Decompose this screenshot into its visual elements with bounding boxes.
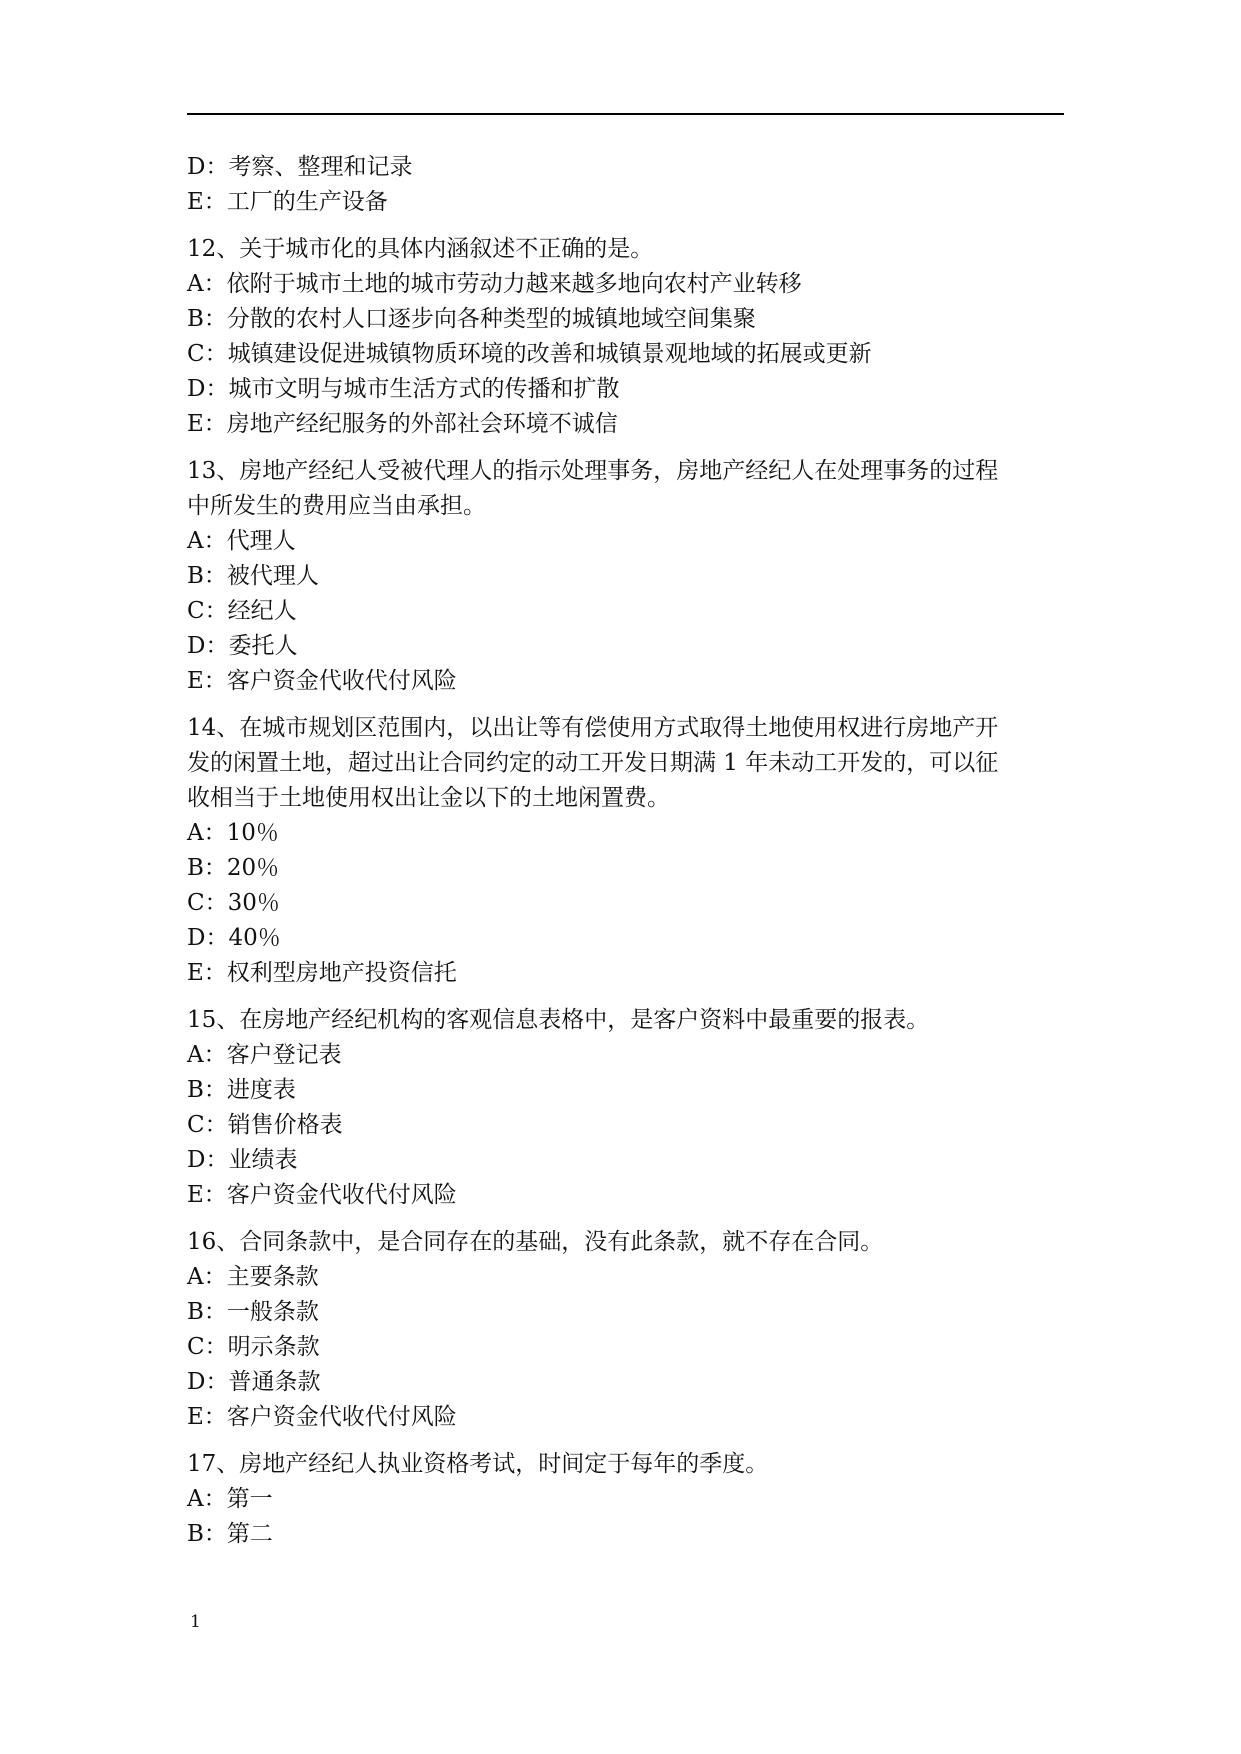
option-text: 代理人 bbox=[226, 528, 296, 554]
question-stem-line: 14、在城市规划区范围内，以出让等有偿使用方式取得土地使用权进行房地产开 bbox=[187, 715, 999, 741]
option-letter: A bbox=[187, 820, 204, 846]
option-letter: B bbox=[187, 306, 204, 332]
answer-option bbox=[187, 1260, 1064, 1295]
question-stem-line: 发的闲置土地，超过出让合同约定的动工开发日期满 1 年未动工开发的，可以征 bbox=[187, 750, 999, 776]
option-letter: B bbox=[187, 1299, 204, 1325]
option-separator: ： bbox=[203, 1182, 227, 1208]
answer-option bbox=[187, 1038, 1064, 1073]
answer-option bbox=[187, 150, 1064, 185]
answer-option bbox=[187, 1108, 1064, 1143]
option-text: 主要条款 bbox=[226, 1264, 319, 1290]
option-letter: D bbox=[187, 154, 206, 180]
option-text: 第二 bbox=[226, 1521, 273, 1547]
question-block bbox=[187, 1447, 1064, 1552]
answer-option bbox=[187, 664, 1064, 699]
answer-option bbox=[187, 629, 1064, 664]
question-stem-line: 17、房地产经纪人执业资格考试，时间定于每年的季度。 bbox=[187, 1451, 769, 1477]
option-block bbox=[187, 150, 1064, 220]
option-separator: ： bbox=[203, 411, 227, 437]
option-letter: D bbox=[187, 1369, 206, 1395]
option-letter: E bbox=[187, 1182, 204, 1208]
option-text: 20％ bbox=[226, 855, 280, 881]
question-stem-line: 15、在房地产经纪机构的客观信息表格中，是客户资料中最重要的报表。 bbox=[187, 1007, 930, 1033]
answer-option bbox=[187, 559, 1064, 594]
option-separator: ： bbox=[204, 890, 228, 916]
option-text: 城市文明与城市生活方式的传播和扩散 bbox=[228, 376, 620, 402]
option-separator: ： bbox=[205, 925, 229, 951]
answer-option bbox=[187, 1330, 1064, 1365]
option-text: 进度表 bbox=[226, 1077, 296, 1103]
option-separator: ： bbox=[203, 855, 227, 881]
option-letter: A bbox=[187, 1042, 204, 1068]
option-text: 10％ bbox=[226, 820, 279, 846]
answer-option bbox=[187, 851, 1064, 886]
option-separator: ： bbox=[203, 668, 227, 694]
option-text: 销售价格表 bbox=[227, 1112, 343, 1138]
option-separator: ： bbox=[203, 1077, 227, 1103]
option-letter: D bbox=[187, 633, 206, 659]
option-text: 工厂的生产设备 bbox=[226, 189, 388, 215]
answer-option bbox=[187, 956, 1064, 991]
answer-option bbox=[187, 524, 1064, 559]
page-number: 1 bbox=[190, 1612, 201, 1632]
answer-option bbox=[187, 1295, 1064, 1330]
question-block bbox=[187, 711, 1064, 991]
option-text: 依附于城市土地的城市劳动力越来越多地向农村产业转移 bbox=[226, 271, 802, 297]
option-text: 客户资金代收代付风险 bbox=[226, 1182, 457, 1208]
option-letter: D bbox=[187, 1147, 206, 1173]
option-letter: B bbox=[187, 1521, 204, 1547]
option-separator: ： bbox=[203, 189, 227, 215]
option-separator: ： bbox=[204, 341, 228, 367]
option-separator: ： bbox=[205, 1147, 229, 1173]
answer-option bbox=[187, 267, 1064, 302]
option-separator: ： bbox=[203, 1521, 227, 1547]
question-block bbox=[187, 1003, 1064, 1213]
option-text: 客户资金代收代付风险 bbox=[226, 1404, 457, 1430]
option-letter: E bbox=[187, 411, 204, 437]
option-text: 第一 bbox=[226, 1486, 273, 1512]
document-body bbox=[187, 150, 1064, 1552]
option-text: 权利型房地产投资信托 bbox=[226, 960, 457, 986]
answer-option bbox=[187, 1400, 1064, 1435]
question-block bbox=[187, 232, 1064, 442]
option-separator: ： bbox=[203, 960, 227, 986]
option-separator: ： bbox=[203, 1264, 227, 1290]
option-letter: C bbox=[187, 1334, 205, 1360]
option-text: 40％ bbox=[228, 925, 281, 951]
option-letter: E bbox=[187, 1404, 204, 1430]
option-letter: A bbox=[187, 271, 204, 297]
answer-option bbox=[187, 886, 1064, 921]
question-stem-line: 中所发生的费用应当由承担。 bbox=[187, 493, 486, 519]
option-letter: A bbox=[187, 1486, 204, 1512]
option-text: 业绩表 bbox=[228, 1147, 298, 1173]
option-letter: B bbox=[187, 563, 204, 589]
option-text: 普通条款 bbox=[228, 1369, 321, 1395]
option-text: 明示条款 bbox=[227, 1334, 320, 1360]
option-text: 房地产经纪服务的外部社会环境不诚信 bbox=[226, 411, 618, 437]
answer-option bbox=[187, 594, 1064, 629]
option-separator: ： bbox=[205, 376, 229, 402]
option-letter: C bbox=[187, 1112, 205, 1138]
question-stem-line: 收相当于土地使用权出让金以下的土地闲置费。 bbox=[187, 785, 670, 811]
answer-option bbox=[187, 921, 1064, 956]
option-separator: ： bbox=[203, 1299, 227, 1325]
header-rule bbox=[187, 113, 1064, 115]
option-letter: B bbox=[187, 1077, 204, 1103]
option-letter: D bbox=[187, 925, 206, 951]
option-text: 考察、整理和记录 bbox=[228, 154, 413, 180]
option-separator: ： bbox=[203, 271, 227, 297]
answer-option bbox=[187, 1482, 1064, 1517]
option-text: 一般条款 bbox=[226, 1299, 319, 1325]
option-text: 30％ bbox=[227, 890, 280, 916]
option-text: 城镇建设促进城镇物质环境的改善和城镇景观地域的拓展或更新 bbox=[227, 341, 872, 367]
question-block bbox=[187, 454, 1064, 699]
option-letter: E bbox=[187, 668, 204, 694]
option-separator: ： bbox=[203, 820, 227, 846]
option-separator: ： bbox=[203, 1486, 227, 1512]
option-separator: ： bbox=[204, 1334, 228, 1360]
question-block bbox=[187, 1225, 1064, 1435]
answer-option bbox=[187, 1178, 1064, 1213]
option-letter: B bbox=[187, 855, 204, 881]
answer-option bbox=[187, 302, 1064, 337]
answer-option bbox=[187, 1517, 1064, 1552]
question-stem-line: 13、房地产经纪人受被代理人的指示处理事务，房地产经纪人在处理事务的过程 bbox=[187, 458, 999, 484]
option-separator: ： bbox=[205, 154, 229, 180]
question-stem-line: 12、关于城市化的具体内涵叙述不正确的是。 bbox=[187, 236, 654, 262]
option-letter: D bbox=[187, 376, 206, 402]
option-letter: A bbox=[187, 528, 204, 554]
option-separator: ： bbox=[203, 306, 227, 332]
option-text: 分散的农村人口逐步向各种类型的城镇地域空间集聚 bbox=[226, 306, 756, 332]
answer-option bbox=[187, 185, 1064, 220]
option-separator: ： bbox=[205, 1369, 229, 1395]
answer-option bbox=[187, 1143, 1064, 1178]
answer-option bbox=[187, 1073, 1064, 1108]
option-letter: E bbox=[187, 189, 204, 215]
option-letter: C bbox=[187, 598, 205, 624]
option-letter: E bbox=[187, 960, 204, 986]
option-text: 客户资金代收代付风险 bbox=[226, 668, 457, 694]
option-separator: ： bbox=[203, 1404, 227, 1430]
option-text: 经纪人 bbox=[227, 598, 297, 624]
answer-option bbox=[187, 816, 1064, 851]
option-separator: ： bbox=[204, 598, 228, 624]
option-separator: ： bbox=[204, 1112, 228, 1138]
question-stem-line: 16、合同条款中，是合同存在的基础，没有此条款，就不存在合同。 bbox=[187, 1229, 884, 1255]
option-separator: ： bbox=[203, 1042, 227, 1068]
option-text: 被代理人 bbox=[226, 563, 319, 589]
option-text: 客户登记表 bbox=[226, 1042, 342, 1068]
option-letter: C bbox=[187, 890, 205, 916]
option-letter: C bbox=[187, 341, 205, 367]
option-letter: A bbox=[187, 1264, 204, 1290]
option-separator: ： bbox=[205, 633, 229, 659]
answer-option bbox=[187, 407, 1064, 442]
option-separator: ： bbox=[203, 563, 227, 589]
answer-option bbox=[187, 372, 1064, 407]
option-separator: ： bbox=[203, 528, 227, 554]
option-text: 委托人 bbox=[228, 633, 298, 659]
answer-option bbox=[187, 1365, 1064, 1400]
answer-option bbox=[187, 337, 1064, 372]
